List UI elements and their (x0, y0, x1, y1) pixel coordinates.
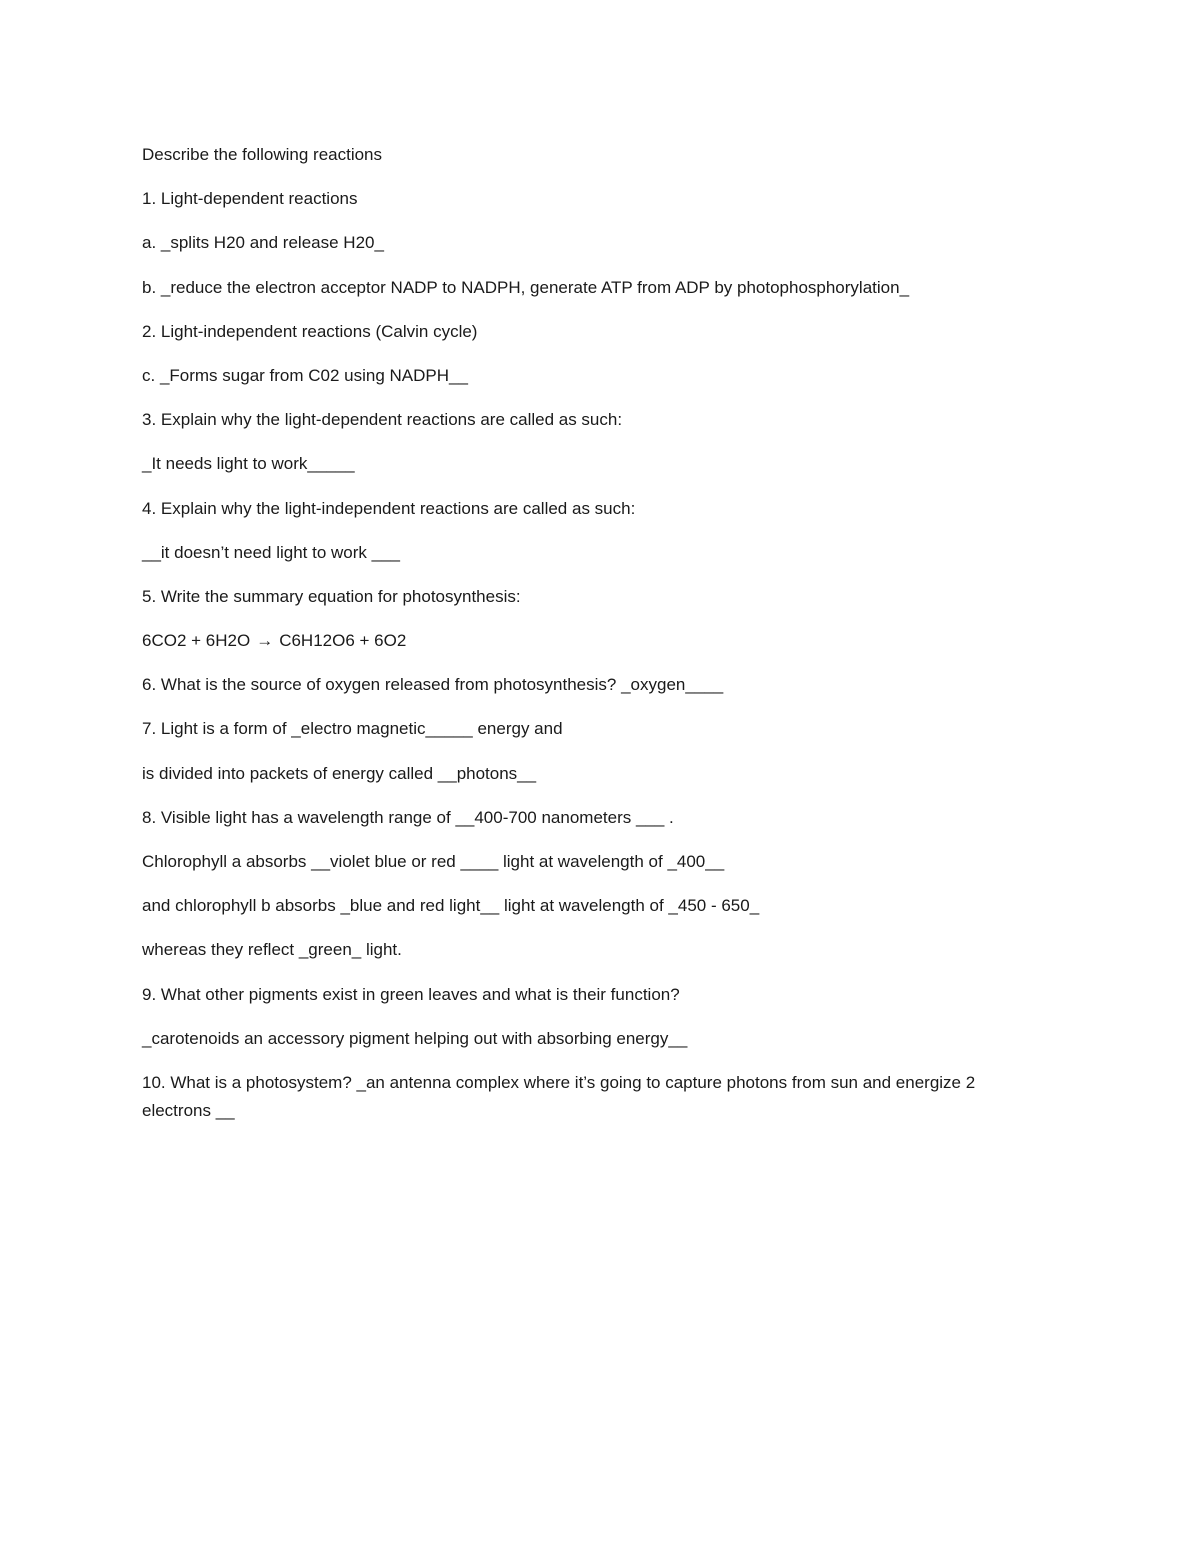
answer-9: _carotenoids an accessory pigment helping out with absorbing energy__ (142, 1028, 688, 1048)
question-10: 10. What is a photosystem? _an antenna complex where it’s going to capture photons from sun and energize 2 electrons __ (142, 1072, 976, 1120)
question-6: 6. What is the source of oxygen released from photosynthesis? _oxygen____ (142, 675, 724, 695)
answer-1b: b. _reduce the electron acceptor NADP to NADPH, generate ATP from ADP by photophosphorylation_ (142, 277, 910, 297)
photosynthesis-equation (142, 627, 1042, 655)
question-8-line-3: and chlorophyll b absorbs _blue and red light__ light at wavelength of _450 - 650_ (142, 896, 760, 916)
answer-2c: c. _Forms sugar from C02 using NADPH__ (142, 365, 468, 385)
answer-3: _It needs light to work_____ (142, 454, 355, 474)
answer-1a: a. _splits H20 and release H20_ (142, 233, 384, 253)
question-8-line-4: whereas they reflect _green_ light. (142, 940, 402, 960)
worksheet-heading: Describe the following reactions (142, 145, 383, 164)
equation-reactants: 6CO2 + 6H2O (142, 631, 251, 651)
question-8-line-2: Chlorophyll a absorbs __violet blue or red ____ light at wavelength of _400__ (142, 852, 725, 871)
question-4: 4. Explain why the light-independent reactions are called as such: (142, 498, 636, 518)
question-7-line-1: 7. Light is a form of _electro magnetic_____ energy and (142, 719, 563, 739)
answer-4: __it doesn’t need light to work ___ (142, 542, 401, 562)
question-8-line-1: 8. Visible light has a wavelength range of __400-700 nanometers ___ . (142, 807, 674, 827)
question-9: 9. What other pigments exist in green leaves and what is their function? (142, 984, 680, 1004)
question-2: 2. Light-independent reactions (Calvin cycle) (142, 321, 478, 341)
question-5: 5. Write the summary equation for photosynthesis: (142, 586, 521, 606)
question-3: 3. Explain why the light-dependent reactions are called as such: (142, 410, 623, 430)
question-1: 1. Light-dependent reactions (142, 189, 358, 209)
equation-products: C6H12O6 + 6O2 (279, 631, 407, 651)
worksheet-content (142, 141, 1042, 1141)
right-arrow-icon: → (256, 631, 274, 651)
question-7-line-2: is divided into packets of energy called __photons__ (142, 763, 537, 783)
